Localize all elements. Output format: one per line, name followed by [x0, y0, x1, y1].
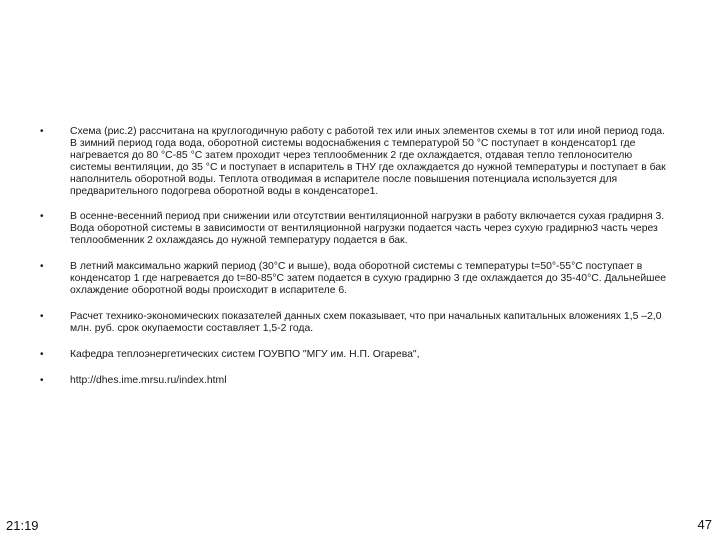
bullet-dot: • [40, 211, 44, 223]
source-link[interactable]: http://dhes.ime.mrsu.ru/index.html [70, 374, 227, 386]
bullet-text: Расчет технико-экономических показателей данных схем показывает, что при начальных капитальных вложениях 1,5 –2,0 млн. руб. срок окупаемости составляет 1,5-2 года. [70, 310, 662, 334]
bullet-item-economics [40, 311, 670, 335]
bullet-text: В осенне-весенний период при снижении или отсутствии вентиляционной нагрузки в работу включается сухая градирня 3. Вода оборотной системы в зависимости от вентиляционной нагрузки подается часть через сухую градирню3 часть через теплообменник 2 охлаждаясь до нужной температуру подается в бак. [70, 211, 665, 247]
bullet-item-department [40, 349, 670, 361]
slide-time: 21:19 [6, 518, 39, 533]
bullet-dot: • [40, 374, 44, 386]
bullet-dot: • [40, 348, 44, 360]
bullet-text: Схема (рис.2) рассчитана на круглогодичную работу с работой тех или иных элементов схемы в тот или иной период года. В зимний период года вода, оборотной системы водоснабжения с температурой 50 °С поступает в конденсатор1 где нагревается до 80 °С-85 °С затем проходит через теплообменник 2 где охлаждается, отдавая тепло теплоносителю системы вентиляции, до 35 °С и поступает в испаритель в ТНУ где охлаждается до нужной температуры и поступает в бак наполнитель оборотной воды. Теплота отводимая в испарителе после повышения потенциала используется для предварительного подогрева оборотной воды в конденсаторе1. [70, 126, 666, 197]
page-number: 47 [697, 517, 712, 532]
bullet-item-link[interactable] [40, 375, 670, 387]
bullet-list [40, 126, 670, 401]
bullet-dot: • [40, 261, 44, 273]
bullet-dot: • [40, 126, 44, 137]
bullet-item-autumn-spring [40, 211, 670, 247]
bullet-text: В летний максимально жаркий период (30°С и выше), вода оборотной системы с температуры t=50°-55°С поступает в конденсатор 1 где нагревается до t=80-85°С затем подается в сухую градирню 3 где охлаждается до 35-40°С. Дальнейшее охлаждение оборотной воды происходит в испарителе 6. [70, 261, 667, 296]
bullet-dot: • [40, 310, 44, 322]
bullet-item-schema [40, 126, 670, 197]
bullet-text: Кафедра теплоэнергетических систем ГОУВПО "МГУ им. Н.П. Огарева", [70, 348, 420, 360]
bullet-item-summer [40, 261, 670, 297]
